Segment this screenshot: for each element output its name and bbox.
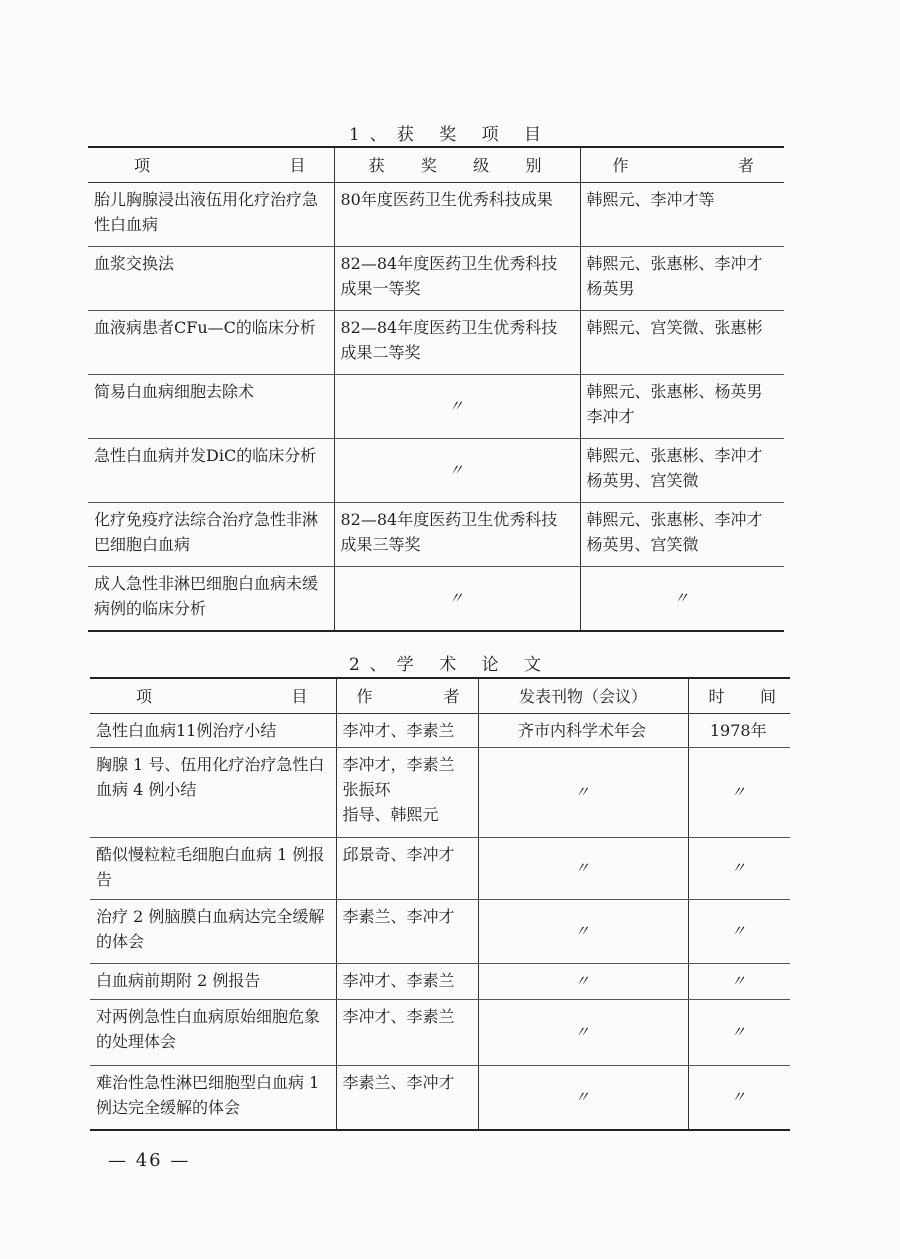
cell-project: 简易白血病细胞去除术 bbox=[88, 375, 334, 439]
cell-author: 李冲才，李素兰 张振环 指导、韩熙元 bbox=[336, 748, 478, 838]
cell-level: 80年度医药卫生优秀科技成果 bbox=[334, 183, 580, 247]
table-row bbox=[90, 900, 790, 964]
table-row bbox=[88, 567, 784, 631]
header-project: 项 目 bbox=[90, 678, 336, 714]
ditto-mark: 〃 bbox=[334, 375, 580, 439]
cell-project: 化疗免疫疗法综合治疗急性非淋巴细胞白血病 bbox=[88, 503, 334, 567]
cell-author: 李冲才、李素兰 bbox=[336, 1000, 478, 1066]
cell-project: 难治性急性淋巴细胞型白血病 1 例达完全缓解的体会 bbox=[96, 1073, 320, 1117]
cell-project: 白血病前期附 2 例报告 bbox=[90, 964, 336, 1000]
ditto-mark: 〃 bbox=[478, 1066, 688, 1130]
ditto-mark: 〃 bbox=[478, 900, 688, 964]
table-row bbox=[88, 503, 784, 567]
table-row bbox=[90, 1000, 790, 1066]
cell-level: 82—84年度医药卫生优秀科技成果二等奖 bbox=[334, 311, 580, 375]
table2-title: 2、学 术 论 文 bbox=[348, 655, 552, 675]
cell-project: 成人急性非淋巴细胞白血病未缓病例的临床分析 bbox=[94, 574, 319, 618]
cell-author: 韩熙元、李冲才等 bbox=[580, 183, 784, 247]
header-author: 作 者 bbox=[580, 147, 784, 183]
cell-author: 李冲才、李素兰 bbox=[336, 714, 478, 748]
ditto-mark: 〃 bbox=[688, 964, 790, 1000]
cell-project: 胎儿胸腺浸出液伍用化疗治疗急性白血病 bbox=[88, 183, 334, 247]
cell-journal: 齐市内科学术年会 bbox=[478, 714, 688, 748]
ditto-mark: 〃 bbox=[478, 964, 688, 1000]
table1-title: 1、获 奖 项 目 bbox=[348, 125, 552, 145]
cell-project: 急性白血病并发DiC的临床分析 bbox=[88, 439, 334, 503]
header-author: 作 者 bbox=[336, 678, 478, 714]
ditto-mark: 〃 bbox=[478, 748, 688, 838]
cell-level: 82—84年度医药卫生优秀科技成果一等奖 bbox=[334, 247, 580, 311]
ditto-mark: 〃 bbox=[688, 900, 790, 964]
table-row bbox=[88, 439, 784, 503]
ditto-mark: 〃 bbox=[688, 748, 790, 838]
ditto-mark: 〃 bbox=[334, 439, 580, 503]
header-row bbox=[88, 147, 784, 183]
cell-project: 血浆交换法 bbox=[88, 247, 334, 311]
cell-author: 韩熙元、宫笑微、张惠彬 bbox=[580, 311, 784, 375]
cell-author: 李冲才、李素兰 bbox=[336, 964, 478, 1000]
header-journal: 发表刊物（会议） bbox=[478, 678, 688, 714]
cell-level: 82—84年度医药卫生优秀科技成果三等奖 bbox=[334, 503, 580, 567]
table-row bbox=[90, 714, 790, 748]
ditto-mark: 〃 bbox=[334, 567, 580, 631]
cell-project: 胸腺 1 号、伍用化疗治疗急性白血病 4 例小结 bbox=[90, 748, 336, 838]
cell-project: 对两例急性白血病原始细胞危象的处理体会 bbox=[90, 1000, 336, 1066]
table-row bbox=[90, 964, 790, 1000]
header-time: 时 间 bbox=[688, 678, 790, 714]
header-row bbox=[90, 678, 790, 714]
table-row bbox=[90, 748, 790, 838]
table-row bbox=[90, 1066, 790, 1130]
table-row bbox=[88, 311, 784, 375]
cell-author: 韩熙元、张惠彬、杨英男 李冲才 bbox=[580, 375, 784, 439]
ditto-mark: 〃 bbox=[580, 567, 784, 631]
cell-author: 韩熙元、张惠彬、李冲才 杨英男、宫笑微 bbox=[580, 439, 784, 503]
table-row bbox=[90, 838, 790, 900]
cell-project: 酷似慢粒粒毛细胞白血病 1 例报告 bbox=[90, 838, 336, 900]
ditto-mark: 〃 bbox=[478, 1000, 688, 1066]
table-row bbox=[88, 375, 784, 439]
cell-time: 1978年 bbox=[688, 714, 790, 748]
page-number: — 46 — bbox=[108, 1150, 191, 1171]
papers-table bbox=[90, 677, 790, 1131]
cell-author: 李素兰、李冲才 bbox=[336, 1066, 478, 1130]
table-row bbox=[88, 183, 784, 247]
header-level: 获 奖 级 别 bbox=[334, 147, 580, 183]
ditto-mark: 〃 bbox=[478, 838, 688, 900]
ditto-mark: 〃 bbox=[688, 838, 790, 900]
header-project: 项 目 bbox=[88, 147, 334, 183]
table-row bbox=[88, 247, 784, 311]
ditto-mark: 〃 bbox=[688, 1000, 790, 1066]
cell-author: 韩熙元、张惠彬、李冲才 杨英男、宫笑微 bbox=[580, 503, 784, 567]
ditto-mark: 〃 bbox=[688, 1066, 790, 1130]
cell-project: 治疗 2 例脑膜白血病达完全缓解的体会 bbox=[90, 900, 336, 964]
cell-author: 李素兰、李冲才 bbox=[336, 900, 478, 964]
awards-table bbox=[88, 146, 784, 632]
cell-project: 血液病患者CFu—C的临床分析 bbox=[88, 311, 334, 375]
cell-author: 邱景奇、李冲才 bbox=[336, 838, 478, 900]
cell-author: 韩熙元、张惠彬、李冲才 杨英男 bbox=[580, 247, 784, 311]
cell-project: 急性白血病11例治疗小结 bbox=[90, 714, 336, 748]
